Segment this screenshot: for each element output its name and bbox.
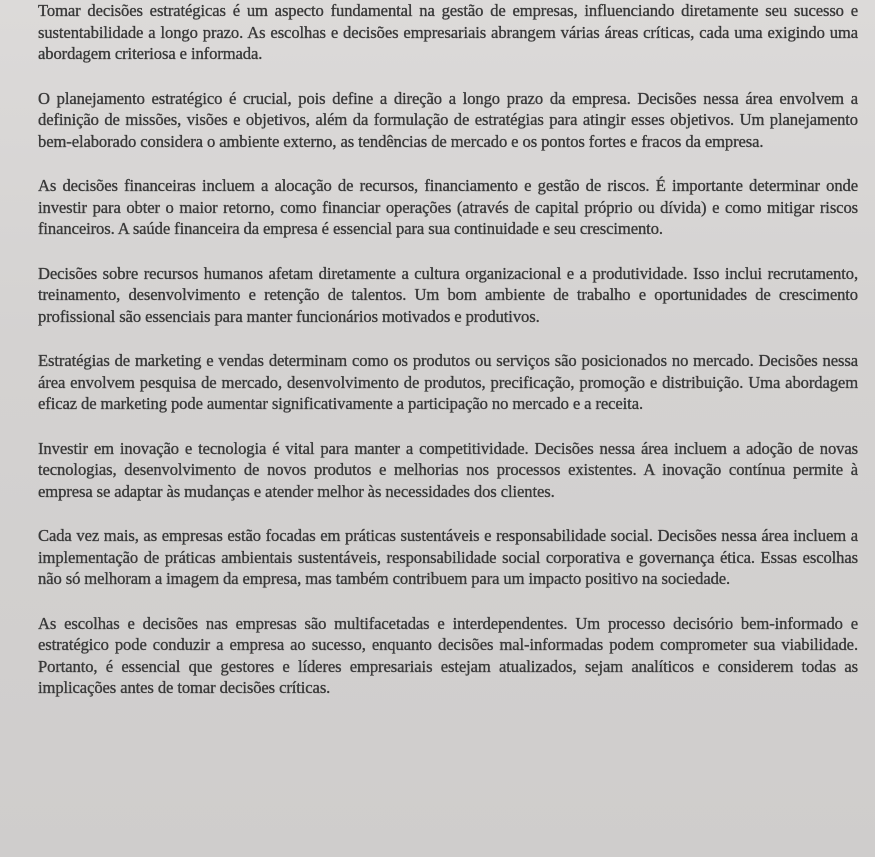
paragraph-innovation-technology: Investir em inovação e tecnologia é vital para manter a competitividade. Decisões nessa área incluem a adoção de novas tecnologias, desenvolvimento de novos produtos e melhorias nos processos existentes. A inovação contínua permite à empresa se adaptar às mudanças e atender melhor às necessidades dos clientes. [38,438,858,501]
paragraph-marketing-sales: Estratégias de marketing e vendas determinam como os produtos ou serviços são posicionados no mercado. Decisões nessa área envolvem pesquisa de mercado, desenvolvimento de produtos, precificação, promoção e distribuição. Uma abordagem eficaz de marketing pode aumentar significativamente a participação no mercado e a receita. [38,351,858,413]
paragraph-conclusion: As escolhas e decisões nas empresas são multifacetadas e interdependentes. Um processo decisório bem-informado e estratégico pode conduzir a empresa ao sucesso, enquanto decisões mal-informadas podem comprometer sua viabilidade. Portanto, é essencial que gestores e líderes empresariais estejam atualizados, sejam analíticos e considerem todas as implicações antes de tomar decisões críticas. [38,613,858,697]
document-body [38,0,858,722]
paragraph-intro: Tomar decisões estratégicas é um aspecto fundamental na gestão de empresas, influenciando diretamente seu sucesso e sustentabilidade a longo prazo. As escolhas e decisões empresariais abrangem várias áreas críticas, cada uma exigindo uma abordagem criteriosa e informada. [38,1,858,63]
paragraph-human-resources: Decisões sobre recursos humanos afetam diretamente a cultura organizacional e a produtividade. Isso inclui recrutamento, treinamento, desenvolvimento e retenção de talentos. Um bom ambiente de trabalho e oportunidades de crescimento profissional são essenciais para manter funcionários motivados e produtivos. [38,263,858,326]
paragraph-strategic-planning: O planejamento estratégico é crucial, pois define a direção a longo prazo da empresa. Decisões nessa área envolvem a definição de missões, visões e objetivos, além da formulação de estratégias para atingir esses objetivos. Um planejamento bem-elaborado considera o ambiente externo, as tendências de mercado e os pontos fortes e fracos da empresa. [38,88,858,151]
paragraph-financial-decisions: As decisões financeiras incluem a alocação de recursos, financiamento e gestão de riscos. É importante determinar onde investir para obter o maior retorno, como financiar operações (através de capital próprio ou dívida) e como mitigar riscos financeiros. A saúde financeira da empresa é essencial para sua continuidade e seu crescimento. [38,176,858,238]
paragraph-sustainability: Cada vez mais, as empresas estão focadas em práticas sustentáveis e responsabilidade social. Decisões nessa área incluem a implementação de práticas ambientais sustentáveis, responsabilidade social corporativa e governança ética. Essas escolhas não só melhoram a imagem da empresa, mas também contribuem para um impacto positivo na sociedade. [38,526,858,588]
